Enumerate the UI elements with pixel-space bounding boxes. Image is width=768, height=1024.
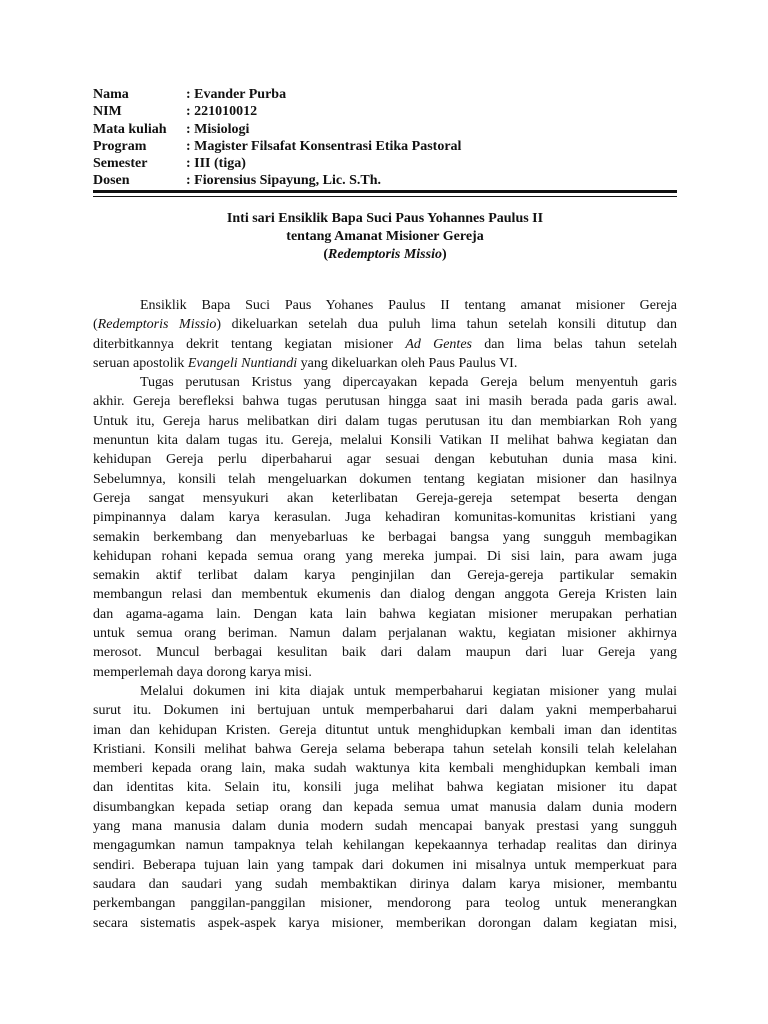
header-value: : Evander Purba — [186, 87, 287, 102]
text-segment: kehidupan rohani kepada semua orang yang mereka jumpai. Di sisi lain, para awam juga — [93, 548, 677, 564]
text-segment: untuk semua orang beriman. Namun dalam perjalanan waktu, kegiatan misioner akhirnya — [93, 626, 677, 642]
body-line — [93, 528, 677, 547]
text-segment: kehidupan Gereja perlu diperbaharui agar sesuai dengan kebutuhan dunia masa kini. — [93, 452, 677, 468]
header-divider-thin — [93, 196, 677, 197]
body-line — [93, 470, 677, 489]
italic-term: Ad Gentes — [405, 336, 472, 352]
text-segment: Melalui dokumen ini kita diajak untuk memperbaharui kegiatan misioner yang mulai — [140, 683, 677, 699]
body-line — [93, 914, 677, 933]
title-paren-open: ( — [323, 247, 329, 262]
header-row-semester — [93, 155, 678, 172]
body-line — [93, 894, 677, 913]
header-value: : Fiorensius Sipayung, Lic. S.Th. — [186, 173, 382, 189]
text-segment: disumbangkan kepada setiap orang dan kepada semua umat manusia dalam dunia modern — [93, 799, 677, 815]
text-segment: iman dan kehidupan Kristen. Gereja dituntut untuk menghidupkan kembali iman dan identitas — [93, 722, 677, 738]
text-segment: Ensiklik Bapa Suci Paus Yohanes Paulus II tentang amanat misioner Gereja — [140, 298, 677, 313]
text-segment: diterbitkannya dekrit tentang kegiatan misioner — [93, 336, 406, 352]
text-segment: Gereja sangat mensyukuri akan keterlibatan Gereja-gereja setempat beserta dengan — [93, 490, 677, 506]
text-segment: dan lima belas tahun setelah — [471, 336, 677, 352]
body-line — [93, 392, 677, 411]
text-segment: Kristiani. Konsili melihat bahwa Gereja selama beberapa tahun setelah konsili telah kelelahan — [93, 741, 677, 757]
text-segment: pimpinannya dalam karya kerasulan. Juga kehadiran komunitas-komunitas kristiani yang — [93, 510, 677, 526]
text-segment: semakin berkembang dan menyebarluas ke berbagai bangsa yang sungguh membagikan — [93, 529, 677, 545]
header-label: Nama — [93, 87, 129, 102]
header-value: : Misiologi — [186, 121, 250, 137]
header-row-nim — [93, 103, 678, 120]
text-segment: memberi kepada orang lain, maka sudah waktunya kita kembali menghidupkan kembali iman — [93, 761, 677, 777]
body-line — [93, 856, 677, 875]
body-line — [93, 566, 677, 585]
header-value: : Magister Filsafat Konsentrasi Etika Pastoral — [186, 138, 462, 154]
body-line — [93, 778, 677, 797]
text-segment: Untuk itu, Gereja harus melibatkan diri dalam tugas perutusan itu dan membiarkan Roh yang — [93, 413, 677, 429]
body-line — [93, 721, 677, 740]
body-line — [93, 508, 677, 527]
text-segment: dan identitas kita. Selain itu, konsili juga melihat bahwa kegiatan misioner itu dapat — [93, 780, 677, 796]
body-line — [93, 547, 677, 566]
text-segment: perkembangan panggilan-panggilan misioner, mendorong para teolog untuk menerangkan — [93, 896, 677, 912]
title-line-1: Inti sari Ensiklik Bapa Suci Paus Yohannes Paulus II — [226, 211, 544, 226]
body-line — [93, 373, 677, 392]
title-line-3 — [93, 246, 677, 264]
text-segment: seruan apostolik — [93, 355, 188, 371]
body-line — [93, 643, 677, 662]
body-line — [93, 585, 677, 604]
header-divider-thick — [93, 190, 677, 193]
body-line — [93, 354, 677, 373]
text-segment: merosot. Muncul berbagai kesulitan baik dari dalam maupun dari luar Gereja yang — [93, 645, 677, 661]
title-line-2: tentang Amanat Misioner Gereja — [286, 229, 484, 244]
header-label: Mata kuliah — [93, 121, 167, 137]
header-label: Semester — [93, 156, 148, 172]
body-line — [93, 624, 677, 643]
body-line — [93, 335, 677, 354]
body-line — [93, 875, 677, 894]
text-segment: membangun relasi dan membentuk ekumenis dan dialog dengan anggota Gereja Kristen lain — [93, 587, 677, 603]
text-segment: ) dikeluarkan setelah dua puluh lima tahun setelah konsili ditutup dan — [216, 317, 678, 333]
text-segment: mengagumkan namun tampaknya telah kehilangan kepekaannya terhadap realitas dan dirinya — [93, 838, 677, 854]
header-value: : 221010012 — [186, 104, 258, 120]
body-line — [93, 431, 677, 450]
header-row-mata-kuliah — [93, 121, 678, 138]
body-line — [93, 489, 677, 508]
italic-term: Redemptoris Missio — [97, 317, 217, 333]
body-line — [93, 605, 677, 624]
text-segment: akhir. Gereja berefleksi bahwa tugas perutusan hingga saat ini masih berada pada garis awal. — [93, 394, 677, 410]
body-line — [93, 450, 677, 469]
title-italic-latin: Redemptoris Missio — [328, 247, 442, 262]
header-row-nama — [93, 86, 678, 103]
text-segment: Tugas perutusan Kristus yang dipercayakan kepada Gereja belum menyentuh garis — [140, 375, 677, 391]
header-row-dosen — [93, 172, 678, 189]
text-segment: surut itu. Dokumen ini bertujuan untuk memperbaharui dari dalam yakni memperbaharui — [93, 703, 677, 719]
body-line — [93, 682, 677, 701]
text-segment: sendiri. Beberapa tujuan lain yang tampak dari dokumen ini misalnya untuk memperkuat para — [93, 857, 677, 873]
document-title — [93, 210, 677, 264]
header-label: NIM — [93, 104, 122, 120]
text-segment: yang dikeluarkan oleh Paus Paulus VI. — [297, 355, 518, 371]
text-segment: semakin aktif terlibat dalam karya penginjilan dan Gereja-gereja partikular semakin — [93, 568, 677, 584]
header-label: Dosen — [93, 173, 130, 189]
body-line — [93, 817, 677, 836]
body-line — [93, 836, 677, 855]
header-label: Program — [93, 138, 147, 154]
body-line — [93, 759, 677, 778]
text-segment: saudara dan saudari yang sudah membaktikan dirinya dalam karya misioner, membantu — [93, 876, 677, 892]
header-value: : III (tiga) — [186, 156, 246, 172]
text-segment: secara sistematis aspek-aspek karya misioner, memberikan dorongan dalam kegiatan misi, — [93, 915, 677, 931]
text-segment: dan agama-agama lain. Dengan kata lain bahwa kegiatan misioner merupakan perhatian — [93, 606, 677, 622]
italic-term: Evangeli Nuntiandi — [187, 355, 298, 371]
title-paren-close: ) — [441, 247, 447, 262]
text-segment: Sebelumnya, konsili telah mengeluarkan dokumen tentang kegiatan misioner dan hasilnya — [93, 471, 677, 487]
text-segment: ( — [93, 317, 98, 333]
body-line — [93, 663, 677, 682]
header-row-program — [93, 138, 678, 155]
text-segment: menuntun kita dalam tugas itu. Gereja, melalui Konsili Vatikan II melihat bahwa kegiatan dan — [93, 433, 677, 449]
body-line — [93, 740, 677, 759]
body-line — [93, 296, 677, 315]
text-segment: yang mana manusia dalam dunia modern sudah mencapai banyak prestasi yang sungguh — [93, 819, 677, 835]
body-line — [93, 798, 677, 817]
body-line — [93, 412, 677, 431]
text-segment: memperlemah daya dorong karya misi. — [93, 664, 312, 680]
body-text — [93, 296, 677, 933]
student-info-header — [93, 86, 678, 190]
body-line — [93, 315, 677, 334]
body-line — [93, 701, 677, 720]
